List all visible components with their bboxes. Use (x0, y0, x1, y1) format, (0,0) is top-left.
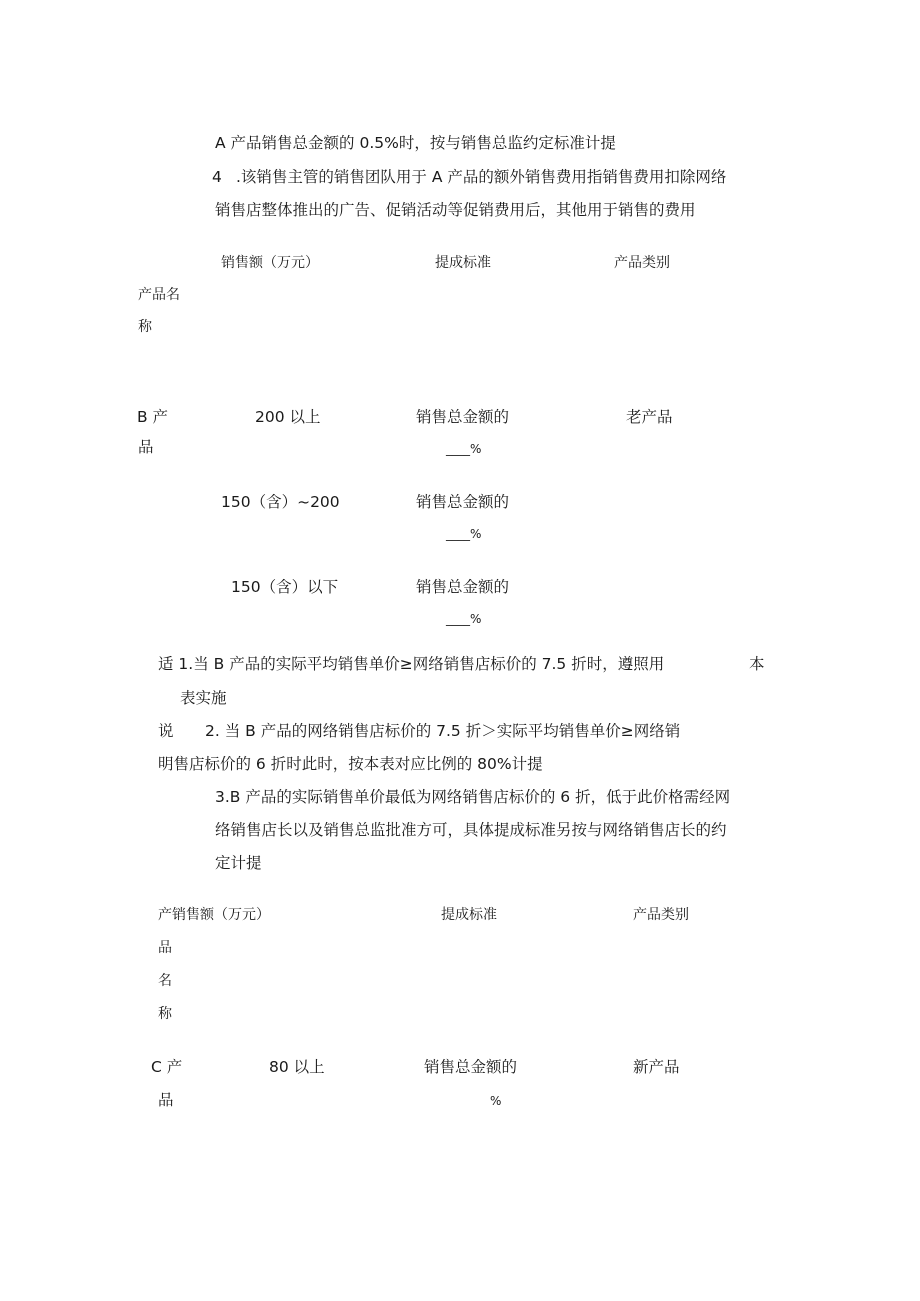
note-line-3-prefix: 说 (158, 722, 174, 740)
table-c-product-line-1: C 产 (151, 1058, 183, 1076)
table-b-product-line-1: B 产 (137, 408, 169, 426)
table-c-header-name-2: 名 (158, 973, 172, 989)
note-line-3: 2. 当 B 产品的网络销售店标价的 7.5 折＞实际平均销售单价≥网络销 (205, 722, 681, 740)
table-c-header-rate: 提成标准 (441, 907, 497, 923)
table-b-row-3-rate: 销售总金额的 (416, 578, 510, 596)
table-b-row-1-sales: 200 以上 (255, 408, 321, 426)
item-4-number: 4 (212, 168, 222, 186)
table-c-header-sales: 产销售额（万元） (158, 907, 270, 923)
table-b-row-1-category: 老产品 (626, 408, 673, 426)
table-b-product-line-2: 品 (138, 438, 154, 456)
note-item-3-line-2: 络销售店长以及销售总监批准方可，具体提成标准另按与网络销售店长的约 (215, 821, 727, 839)
table-b-header-name-2: 称 (138, 319, 152, 335)
table-b-header-name-1: 产品名 (138, 287, 180, 303)
table-b-row-1-rate-blank: ____% (446, 442, 482, 456)
table-b-row-2-rate: 销售总金额的 (416, 493, 510, 511)
table-c-row-category: 新产品 (633, 1058, 680, 1076)
table-b-row-2-rate-blank: ____% (446, 527, 482, 541)
table-b-row-1-rate: 销售总金额的 (416, 408, 510, 426)
table-b-row-3-sales: 150（含）以下 (231, 578, 339, 596)
note-line-1: 适 1.当 B 产品的实际平均销售单价≥网络销售店标价的 7.5 折时，遵照用 (158, 655, 665, 673)
note-item-3-line-1: 3.B 产品的实际销售单价最低为网络销售店标价的 6 折，低于此价格需经网 (215, 788, 731, 806)
table-c-row-rate: 销售总金额的 (424, 1058, 518, 1076)
note-line-1-tail: 本 (749, 655, 765, 673)
table-b-row-2-sales: 150（含）~200 (221, 493, 340, 511)
note-line-2: 表实施 (180, 689, 227, 707)
table-b-header-rate: 提成标准 (435, 255, 491, 271)
table-b-row-3-rate-blank: ____% (446, 612, 482, 626)
table-c-product-line-2: 品 (158, 1091, 174, 1109)
item-4-line-2: 销售店整体推出的广告、促销活动等促销费用后，其他用于销售的费用 (215, 201, 696, 219)
table-c-header-name-1: 品 (158, 940, 172, 956)
table-c-row-rate-blank: % (490, 1094, 502, 1108)
item-4-line-1: .该销售主管的销售团队用于 A 产品的额外销售费用指销售费用扣除网络 (236, 168, 727, 186)
table-b-header-sales: 销售额（万元） (221, 255, 319, 271)
table-c-header-name-3: 称 (158, 1006, 172, 1022)
table-c-row-sales: 80 以上 (269, 1058, 325, 1076)
table-c-header-category: 产品类别 (633, 907, 689, 923)
intro-line-1: A 产品销售总金额的 0.5%时，按与销售总监约定标准计提 (215, 134, 616, 152)
table-b-header-category: 产品类别 (614, 255, 670, 271)
note-line-4: 明售店标价的 6 折时此时，按本表对应比例的 80%计提 (158, 755, 543, 773)
note-item-3-line-3: 定计提 (215, 854, 262, 872)
